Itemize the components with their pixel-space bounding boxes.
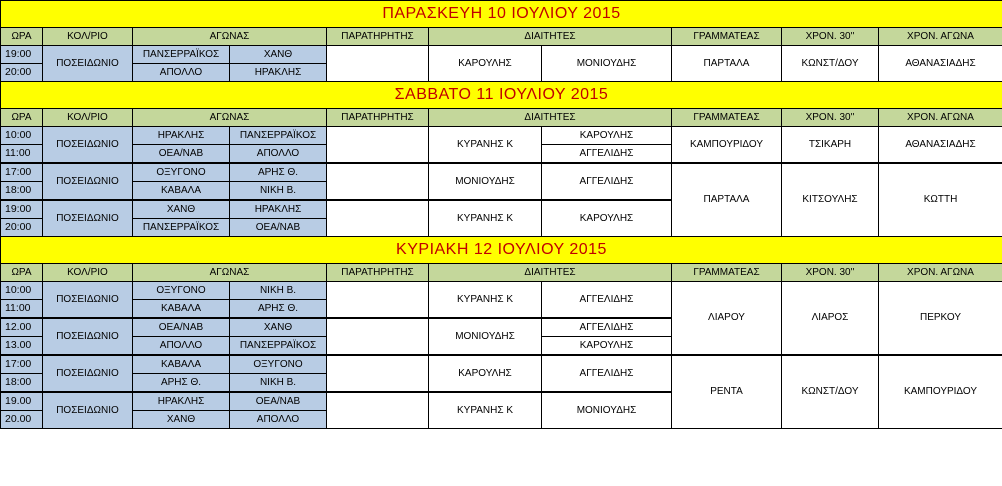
venue-cell: ΠΟΣΕΙΔΩΝΙΟ xyxy=(43,282,133,319)
away-team: ΑΡΗΣ Θ. xyxy=(230,300,327,319)
header-match: ΑΓΩΝΑΣ xyxy=(133,264,327,282)
secretary-cell: ΚΑΜΠΟΥΡΙΔΟΥ xyxy=(672,127,782,164)
venue-cell: ΠΟΣΕΙΔΩΝΙΟ xyxy=(43,318,133,355)
header-shotclock: ΧΡΟΝ. 30'' xyxy=(782,264,879,282)
away-team: ΟΞΥΓΟΝΟ xyxy=(230,355,327,374)
gameclock-cell: ΑΘΑΝΑΣΙΑΔΗΣ xyxy=(879,127,1002,164)
shotclock-cell: ΤΣΙΚΑΡΗ xyxy=(782,127,879,164)
venue-cell: ΠΟΣΕΙΔΩΝΙΟ xyxy=(43,355,133,392)
referee-2: ΑΓΓΕΛΙΔΗΣ xyxy=(542,355,672,392)
away-team: ΗΡΑΚΛΗΣ xyxy=(230,200,327,219)
header-shotclock: ΧΡΟΝ. 30'' xyxy=(782,28,879,46)
home-team: ΧΑΝΘ xyxy=(133,411,230,429)
header-time: ΩΡΑ xyxy=(1,28,43,46)
referee-1: ΚΑΡΟΥΛΗΣ xyxy=(429,355,542,392)
header-observer: ΠΑΡΑΤΗΡΗΤΗΣ xyxy=(327,28,429,46)
away-team: ΑΠΟΛΛΟ xyxy=(230,411,327,429)
home-team: ΟΞΥΓΟΝΟ xyxy=(133,282,230,300)
referee-1: ΚΥΡΑΝΗΣ Κ xyxy=(429,127,542,164)
game-time: 19.00 xyxy=(1,392,43,411)
venue-cell: ΠΟΣΕΙΔΩΝΙΟ xyxy=(43,200,133,237)
header-observer: ΠΑΡΑΤΗΡΗΤΗΣ xyxy=(327,109,429,127)
home-team: ΠΑΝΣΕΡΡΑΪΚΟΣ xyxy=(133,46,230,64)
away-team: ΠΑΝΣΕΡΡΑΪΚΟΣ xyxy=(230,127,327,145)
game-time: 19:00 xyxy=(1,200,43,219)
shotclock-cell: ΚΙΤΣΟΥΛΗΣ xyxy=(782,163,879,237)
game-time: 10:00 xyxy=(1,282,43,300)
away-team: ΧΑΝΘ xyxy=(230,46,327,64)
referee-2: ΑΓΓΕΛΙΔΗΣ xyxy=(542,318,672,337)
away-team: ΑΠΟΛΛΟ xyxy=(230,145,327,164)
home-team: ΑΡΗΣ Θ. xyxy=(133,374,230,393)
referee-1: ΚΥΡΑΝΗΣ Κ xyxy=(429,282,542,319)
header-match: ΑΓΩΝΑΣ xyxy=(133,28,327,46)
observer-cell xyxy=(327,318,429,355)
header-gameclock: ΧΡΟΝ. ΑΓΩΝΑ xyxy=(879,264,1002,282)
away-team: ΑΡΗΣ Θ. xyxy=(230,163,327,182)
referee-1: ΚΥΡΑΝΗΣ Κ xyxy=(429,200,542,237)
header-venue: ΚΟΛ/ΡΙΟ xyxy=(43,264,133,282)
away-team: ΧΑΝΘ xyxy=(230,318,327,337)
header-referees: ΔΙΑΙΤΗΤΕΣ xyxy=(429,109,672,127)
game-time: 18:00 xyxy=(1,182,43,201)
header-secretary: ΓΡΑΜΜΑΤΕΑΣ xyxy=(672,28,782,46)
venue-cell: ΠΟΣΕΙΔΩΝΙΟ xyxy=(43,392,133,429)
gameclock-cell: ΠΕΡΚΟΥ xyxy=(879,282,1002,356)
game-time: 11:00 xyxy=(1,145,43,164)
header-secretary: ΓΡΑΜΜΑΤΕΑΣ xyxy=(672,264,782,282)
home-team: ΑΠΟΛΛΟ xyxy=(133,64,230,82)
away-team: ΝΙΚΗ Β. xyxy=(230,182,327,201)
referee-2: ΜΟΝΙΟΥΔΗΣ xyxy=(542,46,672,82)
shotclock-cell: ΚΩΝΣΤ/ΔΟΥ xyxy=(782,355,879,429)
game-time: 20:00 xyxy=(1,219,43,237)
home-team: ΠΑΝΣΕΡΡΑΪΚΟΣ xyxy=(133,219,230,237)
header-time: ΩΡΑ xyxy=(1,264,43,282)
venue-cell: ΠΟΣΕΙΔΩΝΙΟ xyxy=(43,127,133,164)
referee-1: ΜΟΝΙΟΥΔΗΣ xyxy=(429,318,542,355)
game-time: 20.00 xyxy=(1,411,43,429)
day-title: ΣΑΒΒΑΤΟ 11 ΙΟΥΛΙΟΥ 2015 xyxy=(1,82,1002,109)
away-team: ΟΕΑ/ΝΑΒ xyxy=(230,392,327,411)
home-team: ΑΠΟΛΛΟ xyxy=(133,337,230,356)
secretary-cell: ΠΑΡΤΑΛΑ xyxy=(672,163,782,237)
referee-2: ΑΓΓΕΛΙΔΗΣ xyxy=(542,163,672,200)
header-time: ΩΡΑ xyxy=(1,109,43,127)
game-time: 20:00 xyxy=(1,64,43,82)
home-team: ΚΑΒΑΛΑ xyxy=(133,300,230,319)
header-referees: ΔΙΑΙΤΗΤΕΣ xyxy=(429,264,672,282)
referee-2: ΑΓΓΕΛΙΔΗΣ xyxy=(542,282,672,319)
game-time: 10:00 xyxy=(1,127,43,145)
game-time: 18:00 xyxy=(1,374,43,393)
secretary-cell: ΡΕΝΤΑ xyxy=(672,355,782,429)
observer-cell xyxy=(327,282,429,319)
game-time: 12.00 xyxy=(1,318,43,337)
referee-1: ΚΑΡΟΥΛΗΣ xyxy=(429,46,542,82)
shotclock-cell: ΛΙΑΡΟΣ xyxy=(782,282,879,356)
observer-cell xyxy=(327,127,429,164)
observer-cell xyxy=(327,392,429,429)
observer-cell xyxy=(327,355,429,392)
home-team: ΟΞΥΓΟΝΟ xyxy=(133,163,230,182)
gameclock-cell: ΑΘΑΝΑΣΙΑΔΗΣ xyxy=(879,46,1002,82)
game-time: 11:00 xyxy=(1,300,43,319)
day-title: ΚΥΡΙΑΚΗ 12 ΙΟΥΛΙΟΥ 2015 xyxy=(1,237,1002,264)
home-team: ΧΑΝΘ xyxy=(133,200,230,219)
home-team: ΗΡΑΚΛΗΣ xyxy=(133,392,230,411)
home-team: ΚΑΒΑΛΑ xyxy=(133,355,230,374)
header-shotclock: ΧΡΟΝ. 30'' xyxy=(782,109,879,127)
header-gameclock: ΧΡΟΝ. ΑΓΩΝΑ xyxy=(879,28,1002,46)
header-venue: ΚΟΛ/ΡΙΟ xyxy=(43,109,133,127)
game-time: 19:00 xyxy=(1,46,43,64)
referee-1: ΜΟΝΙΟΥΔΗΣ xyxy=(429,163,542,200)
observer-cell xyxy=(327,46,429,82)
venue-cell: ΠΟΣΕΙΔΩΝΙΟ xyxy=(43,163,133,200)
game-time: 13.00 xyxy=(1,337,43,356)
venue-cell: ΠΟΣΕΙΔΩΝΙΟ xyxy=(43,46,133,82)
day-title: ΠΑΡΑΣΚΕΥΗ 10 ΙΟΥΛΙΟΥ 2015 xyxy=(1,1,1002,28)
header-match: ΑΓΩΝΑΣ xyxy=(133,109,327,127)
observer-cell xyxy=(327,163,429,200)
referee-1: ΚΥΡΑΝΗΣ Κ xyxy=(429,392,542,429)
referee-2: ΜΟΝΙΟΥΔΗΣ xyxy=(542,392,672,429)
game-time: 17:00 xyxy=(1,163,43,182)
header-venue: ΚΟΛ/ΡΙΟ xyxy=(43,28,133,46)
away-team: ΗΡΑΚΛΗΣ xyxy=(230,64,327,82)
home-team: ΟΕΑ/ΝΑΒ xyxy=(133,145,230,164)
home-team: ΗΡΑΚΛΗΣ xyxy=(133,127,230,145)
home-team: ΟΕΑ/ΝΑΒ xyxy=(133,318,230,337)
away-team: ΝΙΚΗ Β. xyxy=(230,374,327,393)
header-observer: ΠΑΡΑΤΗΡΗΤΗΣ xyxy=(327,264,429,282)
secretary-cell: ΛΙΑΡΟΥ xyxy=(672,282,782,356)
away-team: ΝΙΚΗ Β. xyxy=(230,282,327,300)
header-referees: ΔΙΑΙΤΗΤΕΣ xyxy=(429,28,672,46)
away-team: ΠΑΝΣΕΡΡΑΪΚΟΣ xyxy=(230,337,327,356)
referee-2: ΑΓΓΕΛΙΔΗΣ xyxy=(542,145,672,164)
header-secretary: ΓΡΑΜΜΑΤΕΑΣ xyxy=(672,109,782,127)
home-team: ΚΑΒΑΛΑ xyxy=(133,182,230,201)
referee-2: ΚΑΡΟΥΛΗΣ xyxy=(542,337,672,356)
referee-2: ΚΑΡΟΥΛΗΣ xyxy=(542,200,672,237)
away-team: ΟΕΑ/ΝΑΒ xyxy=(230,219,327,237)
shotclock-cell: ΚΩΝΣΤ/ΔΟΥ xyxy=(782,46,879,82)
gameclock-cell: ΚΑΜΠΟΥΡΙΔΟΥ xyxy=(879,355,1002,429)
game-time: 17:00 xyxy=(1,355,43,374)
referee-2: ΚΑΡΟΥΛΗΣ xyxy=(542,127,672,145)
observer-cell xyxy=(327,200,429,237)
header-gameclock: ΧΡΟΝ. ΑΓΩΝΑ xyxy=(879,109,1002,127)
secretary-cell: ΠΑΡΤΑΛΑ xyxy=(672,46,782,82)
gameclock-cell: ΚΩΤΤΗ xyxy=(879,163,1002,237)
